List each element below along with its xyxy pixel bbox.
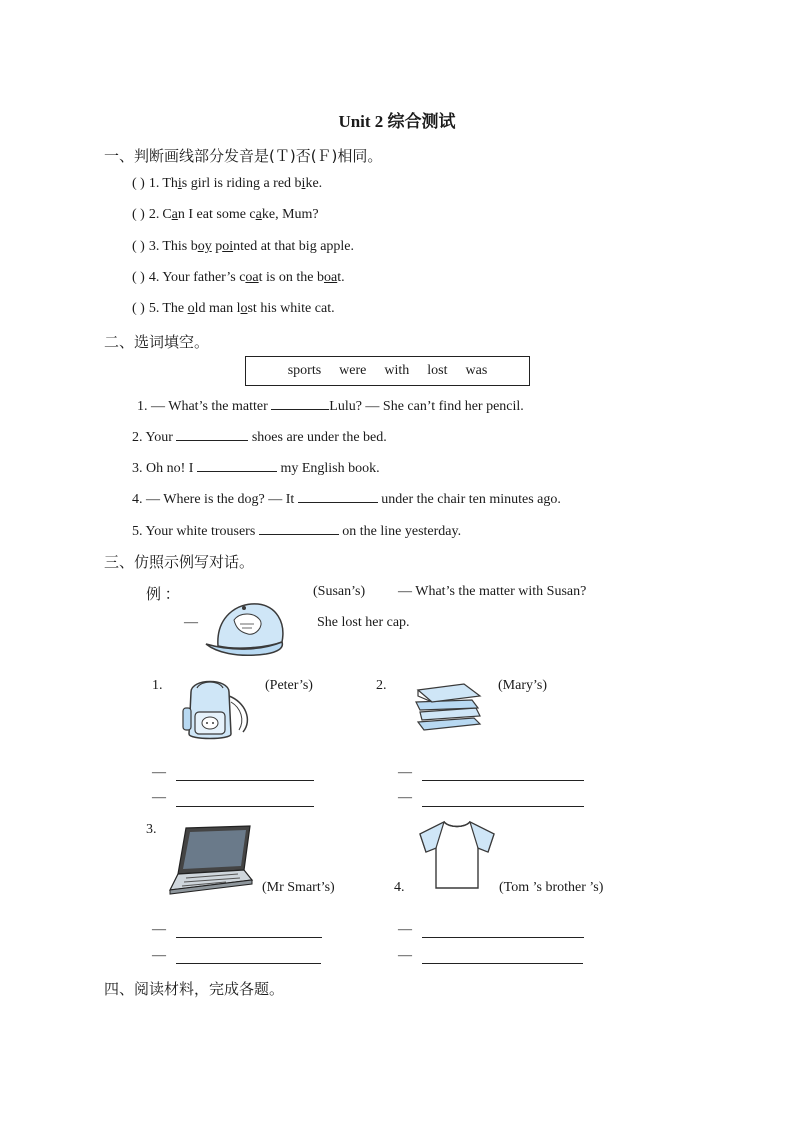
- item-text-before: 5. Your white trousers: [132, 524, 259, 539]
- blank-input[interactable]: [197, 459, 277, 472]
- answer-dash: —: [152, 948, 166, 963]
- answer-dash: —: [152, 790, 166, 805]
- answer-line[interactable]: [176, 937, 322, 938]
- sentence-text: nted at that big apple.: [233, 239, 355, 254]
- sentence-text: st his white cat.: [247, 301, 335, 316]
- laptop-icon: [164, 822, 254, 896]
- pronunciation-item: [132, 270, 345, 286]
- item-text-after: my English book.: [276, 461, 380, 476]
- item-text-before: 3. Oh no! I: [132, 461, 197, 476]
- item-text-before: 1. — What’s the matter: [137, 399, 272, 414]
- answer-line[interactable]: [422, 806, 584, 807]
- underlined-letters: i: [301, 176, 306, 191]
- pronunciation-item: [132, 207, 319, 223]
- question-1-owner: (Peter’s): [265, 678, 313, 693]
- question-4-owner: (Tom ’s brother ’s): [499, 880, 604, 895]
- item-text-after: under the chair ten minutes ago.: [377, 492, 561, 507]
- item-text-after: on the line yesterday.: [338, 524, 462, 539]
- answer-dash: —: [152, 765, 166, 780]
- sentence-text: t.: [337, 270, 345, 285]
- item-text-before: 2. Your: [132, 430, 177, 445]
- fill-blank-item: [132, 428, 387, 446]
- item-sentence: [162, 207, 318, 222]
- blank-input[interactable]: [271, 397, 329, 410]
- answer-paren[interactable]: ( ): [132, 176, 145, 191]
- item-text-before: 4. — Where is the dog? — It: [132, 492, 298, 507]
- fill-blank-item: [132, 490, 561, 508]
- fill-blank-item: [137, 397, 524, 415]
- page-title: Unit 2 综合测试: [338, 112, 456, 131]
- answer-dash: —: [398, 790, 412, 805]
- question-3-owner: (Mr Smart’s): [262, 880, 335, 895]
- question-1-number: 1.: [152, 678, 163, 693]
- answer-paren[interactable]: ( ): [132, 207, 145, 222]
- pronunciation-item: [132, 176, 322, 192]
- section1-heading: 一、判断画线部分发音是(Ｔ)否(Ｆ)相同。: [104, 147, 383, 165]
- answer-paren[interactable]: ( ): [132, 239, 145, 254]
- sentence-text: Your father’s c: [162, 270, 246, 285]
- example-label: 例 ：: [146, 587, 180, 603]
- cap-icon: [196, 596, 292, 662]
- sentence-text: n I eat some c: [177, 207, 256, 222]
- fill-blank-item: [132, 522, 461, 540]
- sentence-text: C: [162, 207, 172, 222]
- answer-line[interactable]: [422, 937, 584, 938]
- item-text-after: Lulu? — She can’t find her pencil.: [329, 399, 524, 414]
- answer-dash: —: [398, 765, 412, 780]
- item-sentence: [162, 301, 334, 316]
- backpack-icon: [173, 672, 257, 744]
- item-number: 1.: [148, 176, 160, 191]
- underlined-letters: i: [177, 176, 182, 191]
- question-2-owner: (Mary’s): [498, 678, 547, 693]
- answer-dash: —: [152, 922, 166, 937]
- example-answer-dash: —: [184, 615, 198, 630]
- answer-dash: —: [398, 948, 412, 963]
- sentence-text: The: [162, 301, 188, 316]
- word-bank-word: were: [339, 363, 367, 378]
- sentence-text: s girl is riding a red b: [181, 176, 302, 191]
- sentence-text: p: [211, 239, 223, 254]
- item-sentence: [162, 239, 354, 254]
- answer-line[interactable]: [176, 963, 321, 964]
- blank-input[interactable]: [298, 490, 378, 503]
- answer-paren[interactable]: ( ): [132, 301, 145, 316]
- example-owner: (Susan’s): [313, 584, 366, 599]
- underlined-letters: oa: [245, 270, 259, 285]
- item-number: 3.: [148, 239, 160, 254]
- item-number: 2.: [148, 207, 160, 222]
- fill-blank-item: [132, 459, 380, 477]
- sentence-text: This b: [162, 239, 198, 254]
- answer-dash: —: [398, 922, 412, 937]
- sentence-text: ke, Mum?: [261, 207, 319, 222]
- word-bank-word: was: [465, 363, 488, 378]
- item-sentence: [162, 176, 322, 191]
- answer-line[interactable]: [422, 780, 584, 781]
- answer-line[interactable]: [422, 963, 583, 964]
- example-answer: She lost her cap.: [317, 615, 410, 630]
- item-sentence: [162, 270, 344, 285]
- word-bank-word: lost: [427, 363, 448, 378]
- answer-line[interactable]: [176, 806, 314, 807]
- blank-input[interactable]: [176, 428, 248, 441]
- pronunciation-item: [132, 239, 354, 255]
- word-bank: [245, 356, 530, 386]
- underlined-letters: a: [171, 207, 178, 222]
- underlined-letters: o: [240, 301, 248, 316]
- example-question: — What’s the matter with Susan?: [398, 584, 587, 599]
- section3-heading: 三、仿照示例写对话。: [104, 553, 255, 571]
- sentence-text: ld man l: [194, 301, 241, 316]
- underlined-letters: oa: [323, 270, 338, 285]
- blank-input[interactable]: [259, 522, 339, 535]
- item-number: 4.: [148, 270, 160, 285]
- underlined-letters: oy: [197, 239, 212, 254]
- sentence-text: t is on the b: [258, 270, 324, 285]
- underlined-letters: oi: [222, 239, 234, 254]
- underlined-letters: o: [187, 301, 195, 316]
- books-icon: [412, 678, 486, 734]
- sentence-text: ke.: [305, 176, 323, 191]
- question-2-number: 2.: [376, 678, 387, 693]
- sentence-text: Th: [162, 176, 178, 191]
- question-4-number: 4.: [394, 880, 405, 895]
- question-3-number: 3.: [146, 822, 157, 837]
- word-bank-word: sports: [287, 363, 322, 378]
- t-shirt-icon: [416, 818, 498, 892]
- answer-paren[interactable]: ( ): [132, 270, 145, 285]
- item-number: 5.: [148, 301, 160, 316]
- item-text-after: shoes are under the bed.: [248, 430, 387, 445]
- pronunciation-item: [132, 301, 335, 317]
- word-bank-word: with: [384, 363, 410, 378]
- answer-line[interactable]: [176, 780, 314, 781]
- underlined-letters: a: [255, 207, 262, 222]
- section4-heading: 四、阅读材料，完成各题。: [104, 980, 285, 998]
- section2-heading: 二、选词填空。: [104, 333, 210, 351]
